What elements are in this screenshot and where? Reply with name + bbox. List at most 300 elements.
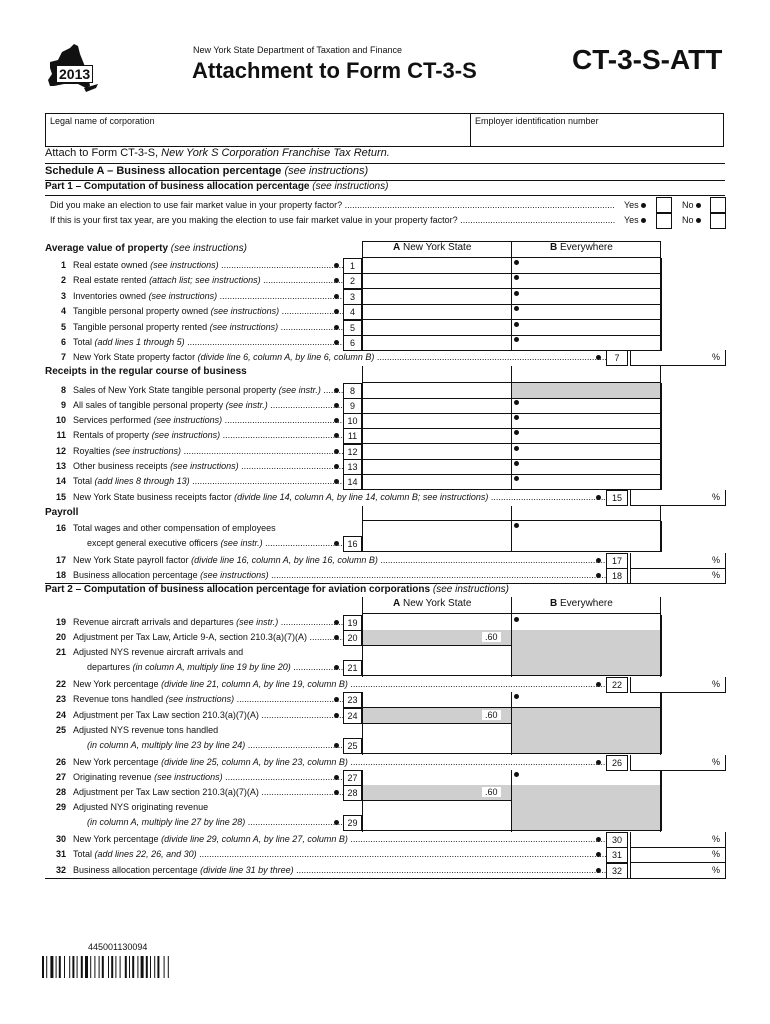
column-a-amount[interactable] — [362, 444, 511, 460]
line-text: Total — [73, 337, 93, 347]
line-box: 21 — [343, 660, 362, 676]
line-label — [73, 322, 343, 332]
column-a-amount[interactable] — [362, 383, 511, 399]
line-label — [73, 757, 618, 767]
column-b-amount[interactable] — [511, 258, 662, 274]
column-a-amount[interactable] — [362, 398, 511, 414]
no-checkbox-2[interactable] — [710, 213, 726, 229]
column-a-amount[interactable] — [362, 645, 511, 676]
required-bullet — [514, 275, 519, 280]
line-text: Inventories owned — [73, 291, 147, 301]
percent-sign: % — [712, 757, 721, 767]
line-note: (divide line 6, column A, by line 6, column B) — [197, 352, 375, 362]
barcode-bar — [94, 956, 95, 978]
column-a-amount[interactable] — [362, 289, 511, 305]
rule — [362, 520, 660, 521]
required-bullet — [596, 495, 601, 500]
line-text: Rentals of property — [73, 430, 150, 440]
yes-label-2: Yes — [624, 215, 646, 225]
column-a-amount[interactable] — [362, 521, 511, 552]
column-a-amount[interactable] — [362, 770, 511, 786]
column-a-amount[interactable] — [362, 723, 511, 754]
line-label — [73, 570, 618, 580]
part1-title: Part 1 – Computation of business allocation percentage (see instructions) — [45, 181, 389, 192]
line-note: (add lines 1 through 5) — [94, 337, 185, 347]
barcode-bar — [99, 956, 100, 978]
column-b-header-2: B Everywhere — [550, 598, 613, 609]
line-number: 26 — [55, 757, 66, 767]
line-number: 21 — [55, 647, 66, 657]
required-bullet — [334, 388, 339, 393]
line-number: 16 — [55, 523, 66, 533]
column-a-amount[interactable] — [362, 459, 511, 475]
required-bullet — [514, 446, 519, 451]
barcode-bar — [46, 956, 47, 978]
column-a-amount[interactable] — [362, 258, 511, 274]
column-a-amount[interactable] — [362, 800, 511, 831]
line-box: 28 — [343, 785, 362, 801]
line-text: Revenue aircraft arrivals and departures — [73, 617, 234, 627]
required-bullet — [334, 697, 339, 702]
required-bullet — [334, 449, 339, 454]
line-label — [73, 400, 343, 410]
line-label — [73, 632, 343, 642]
rule — [362, 597, 363, 677]
line-box: 2 — [343, 273, 362, 289]
required-bullet — [514, 476, 519, 481]
line-box: 9 — [343, 398, 362, 414]
line-box: 8 — [343, 383, 362, 399]
barcode-bar — [115, 956, 116, 978]
no-label-2: No — [682, 215, 701, 225]
line-number: 7 — [60, 352, 66, 362]
required-bullet — [514, 260, 519, 265]
column-b-shaded — [511, 785, 662, 801]
rule — [45, 878, 725, 879]
required-bullet — [514, 322, 519, 327]
column-b-amount[interactable] — [511, 615, 662, 631]
barcode-bar — [125, 956, 127, 978]
line-text-cont: except general executive officers — [87, 538, 218, 548]
adjustment-value: .60 — [482, 632, 501, 642]
line-note: (see instr.) — [225, 400, 268, 410]
line-number: 15 — [55, 492, 66, 502]
column-a-amount[interactable] — [362, 428, 511, 444]
barcode-bar — [64, 956, 65, 978]
line-text-cont: departures — [87, 662, 131, 672]
required-bullet — [334, 620, 339, 625]
required-bullet — [334, 665, 339, 670]
line-text: Tangible personal property rented — [73, 322, 208, 332]
column-b-amount[interactable] — [511, 273, 662, 289]
line-label — [73, 260, 343, 270]
line-label — [73, 710, 343, 720]
line-text: New York State business receipts factor — [73, 492, 232, 502]
attach-instruction: Attach to Form CT-3-S, New York S Corporation Franchise Tax Return. — [45, 147, 390, 159]
line-label — [73, 617, 343, 627]
schedule-a-title: Schedule A – Business allocation percentage (see instructions) — [45, 165, 369, 177]
required-bullet — [596, 852, 601, 857]
question-first-year: If this is your first tax year, are you making the election to use fair market value in your property factor? ..... — [50, 215, 615, 225]
yes-checkbox-1[interactable] — [656, 197, 672, 213]
column-b-amount[interactable] — [511, 335, 662, 351]
ein-label: Employer identification number — [475, 116, 599, 126]
line-text: Real estate owned — [73, 260, 148, 270]
barcode-bar — [56, 956, 57, 978]
line-number: 11 — [56, 430, 66, 440]
line-label — [73, 306, 343, 316]
line-number: 20 — [55, 632, 66, 642]
column-b-amount[interactable] — [511, 428, 662, 444]
agency-name: New York State Department of Taxation and Finance — [193, 45, 402, 55]
line-box: 18 — [606, 568, 628, 584]
line-text: New York percentage — [73, 757, 159, 767]
line-number: 13 — [55, 461, 66, 471]
line-text: Other business receipts — [73, 461, 168, 471]
column-b-header: B Everywhere — [550, 242, 613, 253]
column-b-amount[interactable] — [511, 444, 662, 460]
percent-sign: % — [712, 849, 721, 859]
part2-title: Part 2 – Computation of business allocation percentage for aviation corporations (see instructions) — [45, 584, 509, 595]
column-a-amount[interactable] — [362, 273, 511, 289]
line-note: (see instructions) — [210, 306, 280, 316]
line-note: (see instructions) — [200, 570, 269, 580]
column-a-amount[interactable] — [362, 413, 511, 429]
required-bullet — [334, 743, 339, 748]
line-label — [73, 446, 343, 456]
barcode-bar — [77, 956, 78, 978]
line-text: All sales of tangible personal property — [73, 400, 224, 410]
line-box: 11 — [343, 428, 362, 444]
line-label — [73, 352, 618, 362]
line-number: 9 — [60, 400, 66, 410]
rule — [660, 692, 661, 755]
line-number: 8 — [60, 385, 66, 395]
line-label-cont — [87, 740, 343, 750]
required-bullet — [334, 790, 339, 795]
line-box: 27 — [343, 770, 362, 786]
required-bullet — [514, 461, 519, 466]
required-bullet — [514, 772, 519, 777]
receipts-section-label: Receipts in the regular course of business — [45, 366, 247, 377]
line-note: (divide line 14, column A, by line 14, column B; see instructions) — [234, 492, 489, 502]
column-b-amount[interactable] — [511, 692, 662, 708]
line-label — [73, 865, 618, 875]
percent-sign: % — [712, 834, 721, 844]
column-a-amount[interactable] — [362, 615, 511, 631]
line-note: (see instructions) — [148, 291, 218, 301]
line-number: 6 — [60, 337, 66, 347]
required-bullet — [334, 309, 339, 314]
rule — [660, 241, 661, 350]
column-b-amount[interactable] — [511, 770, 662, 786]
line-note: (divide line 29, column A, by line 27, column B) — [161, 834, 348, 844]
line-label — [73, 787, 343, 797]
line-label — [73, 647, 343, 657]
line-text: Adjusted NYS originating revenue — [73, 802, 209, 812]
line-box: 5 — [343, 320, 362, 336]
line-number: 31 — [55, 849, 66, 859]
line-note: (see instructions) — [154, 772, 223, 782]
line-text: New York State payroll factor — [73, 555, 189, 565]
barcode-bar — [90, 956, 91, 978]
column-a-header-2: A New York State — [393, 598, 472, 609]
line-text: Total — [73, 849, 93, 859]
line-number: 10 — [55, 415, 66, 425]
required-bullet — [334, 635, 339, 640]
line-note: (see instructions) — [165, 694, 235, 704]
line-text: Originating revenue — [73, 772, 152, 782]
column-b-shaded — [511, 723, 662, 754]
tax-year: 2013 — [56, 66, 93, 82]
required-bullet — [334, 418, 339, 423]
column-b-amount[interactable] — [511, 320, 662, 336]
line-box: 4 — [343, 304, 362, 320]
line-text: Real estate rented — [73, 275, 147, 285]
column-b-shaded — [511, 800, 662, 831]
rule — [362, 241, 660, 242]
required-bullet — [596, 868, 601, 873]
line-box: 26 — [606, 755, 628, 771]
line-note: (see instructions) — [150, 260, 219, 270]
line-box: 31 — [606, 847, 628, 863]
required-bullet — [514, 291, 519, 296]
line-number: 23 — [55, 694, 66, 704]
line-text: Business allocation percentage — [73, 865, 198, 875]
required-bullet — [334, 541, 339, 546]
barcode-bar — [168, 956, 169, 978]
line-number: 19 — [55, 617, 66, 627]
column-b-amount[interactable] — [511, 398, 662, 414]
barcode-bar — [42, 956, 44, 978]
line-box: 25 — [343, 738, 362, 754]
line-number: 17 — [55, 555, 66, 565]
barcode-bar — [132, 956, 134, 978]
line-text: Adjusted NYS revenue tons handled — [73, 725, 219, 735]
line-box: 10 — [343, 413, 362, 429]
line-number: 27 — [55, 772, 66, 782]
barcode-bar — [150, 956, 151, 978]
line-label-cont — [87, 817, 343, 827]
rule — [511, 597, 512, 677]
line-box: 16 — [343, 536, 362, 552]
barcode-bar — [81, 956, 83, 978]
required-bullet — [334, 713, 339, 718]
required-bullet — [334, 325, 339, 330]
line-label — [73, 555, 618, 565]
column-a-amount[interactable] — [362, 474, 511, 490]
rule — [362, 506, 363, 551]
line-label — [73, 385, 343, 395]
required-bullet — [514, 400, 519, 405]
column-a-amount[interactable] — [362, 335, 511, 351]
line-number: 22 — [55, 679, 66, 689]
line-number: 4 — [60, 306, 66, 316]
legal-name-label: Legal name of corporation — [50, 116, 155, 126]
property-section-label: Average value of property (see instructions) — [45, 243, 247, 254]
column-b-amount[interactable] — [511, 474, 662, 490]
line-text: Adjustment per Tax Law, Article 9-A, section 210.3(a)(7)(A) — [73, 632, 307, 642]
line-note: (in column A, multiply line 19 by line 20) — [132, 662, 291, 672]
line-box: 23 — [343, 692, 362, 708]
line-note: (in column A, multiply line 23 by line 24) — [87, 740, 246, 750]
column-b-shaded — [511, 383, 662, 399]
column-b-shaded — [511, 708, 662, 724]
no-checkbox-1[interactable] — [710, 197, 726, 213]
barcode-bar — [69, 956, 70, 978]
barcode-bar — [85, 956, 88, 978]
column-b-shaded — [511, 645, 662, 676]
line-box: 13 — [343, 459, 362, 475]
line-note: (see instructions) — [153, 415, 223, 425]
line-label — [73, 523, 343, 533]
line-text: New York percentage — [73, 834, 159, 844]
required-bullet — [596, 573, 601, 578]
line-number: 25 — [55, 725, 66, 735]
rule — [362, 257, 660, 258]
ein-field[interactable] — [470, 113, 724, 147]
line-label — [73, 275, 343, 285]
line-note: (add lines 8 through 13) — [94, 476, 190, 486]
line-box: 24 — [343, 708, 362, 724]
line-number: 2 — [60, 275, 66, 285]
form-title: Attachment to Form CT-3-S — [192, 58, 477, 83]
column-a-amount[interactable] — [362, 304, 511, 320]
line-box: 17 — [606, 553, 628, 569]
barcode-bar — [146, 956, 148, 978]
line-text: Adjustment per Tax Law section 210.3(a)(7)(A) — [73, 710, 259, 720]
required-bullet — [514, 415, 519, 420]
percent-sign: % — [712, 570, 721, 580]
line-text: Adjustment per Tax Law section 210.3(a)(7)(A) — [73, 787, 259, 797]
column-b-amount[interactable] — [511, 289, 662, 305]
legal-name-field[interactable] — [45, 113, 471, 147]
line-number: 18 — [55, 570, 66, 580]
required-bullet — [596, 682, 601, 687]
barcode-bar — [120, 956, 121, 978]
adjustment-value: .60 — [482, 710, 501, 720]
required-bullet — [514, 306, 519, 311]
column-a-header: A New York State — [393, 242, 472, 253]
line-label — [73, 461, 343, 471]
question-fmv-election: Did you make an election to use fair market value in your property factor? ..... — [50, 200, 615, 210]
rule — [660, 770, 661, 832]
rule — [660, 597, 661, 677]
line-number: 24 — [55, 710, 66, 720]
line-note: (divide line 16, column A, by line 16, column B) — [191, 555, 378, 565]
column-a-amount[interactable] — [362, 692, 511, 708]
line-number: 3 — [60, 291, 66, 301]
percent-sign: % — [712, 555, 721, 565]
line-note: (divide line 31 by three) — [200, 865, 294, 875]
column-b-amount[interactable] — [511, 521, 662, 552]
line-label — [73, 679, 618, 689]
required-bullet — [596, 760, 601, 765]
column-b-amount[interactable] — [511, 413, 662, 429]
line-text: Sales of New York State tangible personal property — [73, 385, 277, 395]
required-bullet — [596, 837, 601, 842]
line-number: 14 — [55, 476, 66, 486]
rule — [511, 692, 512, 755]
line-box: 12 — [343, 444, 362, 460]
required-bullet — [334, 433, 339, 438]
no-label-1: No — [682, 200, 701, 210]
line-number: 12 — [55, 446, 66, 456]
required-bullet — [334, 820, 339, 825]
line-label-cont — [87, 538, 343, 548]
column-a-amount[interactable] — [362, 320, 511, 336]
line-note: (in column A, multiply line 27 by line 28) — [87, 817, 246, 827]
required-bullet — [514, 430, 519, 435]
line-text: Adjusted NYS revenue aircraft arrivals and — [73, 647, 244, 657]
line-text: Total wages and other compensation of employees — [73, 523, 276, 533]
rule — [362, 770, 363, 832]
barcode-bar — [141, 956, 144, 978]
line-box: 7 — [606, 350, 628, 366]
barcode-bar — [157, 956, 159, 978]
column-b-amount[interactable] — [511, 459, 662, 475]
line-box: 3 — [343, 289, 362, 305]
line-box: 14 — [343, 474, 362, 490]
required-bullet — [334, 263, 339, 268]
rule — [511, 770, 512, 832]
required-bullet — [596, 558, 601, 563]
line-box: 1 — [343, 258, 362, 274]
line-box: 6 — [343, 335, 362, 351]
line-note: (divide line 21, column A, by line 19, column B) — [161, 679, 348, 689]
line-box: 30 — [606, 832, 628, 848]
form-code: 445001130094 — [88, 942, 148, 952]
required-bullet — [514, 337, 519, 342]
line-box: 19 — [343, 615, 362, 631]
percent-sign: % — [712, 865, 721, 875]
line-number: 32 — [55, 865, 66, 875]
line-number: 1 — [60, 260, 66, 270]
column-b-shaded — [511, 630, 662, 646]
line-note: (see instructions) — [209, 322, 279, 332]
rule — [511, 506, 512, 551]
line-label — [73, 476, 343, 486]
yes-checkbox-2[interactable] — [656, 213, 672, 229]
line-note: (add lines 22, 26, and 30) — [94, 849, 197, 859]
line-label — [73, 802, 343, 812]
barcode-bar — [164, 956, 165, 978]
line-text: Business allocation percentage — [73, 570, 198, 580]
line-label — [73, 492, 618, 502]
line-label — [73, 337, 343, 347]
required-bullet — [334, 294, 339, 299]
line-label-cont — [87, 662, 343, 672]
line-label — [73, 834, 618, 844]
barcode-bar — [102, 956, 104, 978]
line-label — [73, 725, 343, 735]
yes-label-1: Yes — [624, 200, 646, 210]
line-text: Tangible personal property owned — [73, 306, 209, 316]
percent-sign: % — [712, 679, 721, 689]
column-b-amount[interactable] — [511, 304, 662, 320]
line-text: New York percentage — [73, 679, 159, 689]
rule — [362, 382, 660, 383]
line-box: 29 — [343, 815, 362, 831]
line-text: Services performed — [73, 415, 152, 425]
line-note: (see instr.) — [220, 538, 263, 548]
required-bullet — [334, 278, 339, 283]
rule — [362, 692, 363, 755]
barcode — [42, 956, 194, 978]
line-note: (attach list; see instructions) — [149, 275, 261, 285]
barcode-bar — [108, 956, 109, 978]
line-text: Total — [73, 476, 93, 486]
